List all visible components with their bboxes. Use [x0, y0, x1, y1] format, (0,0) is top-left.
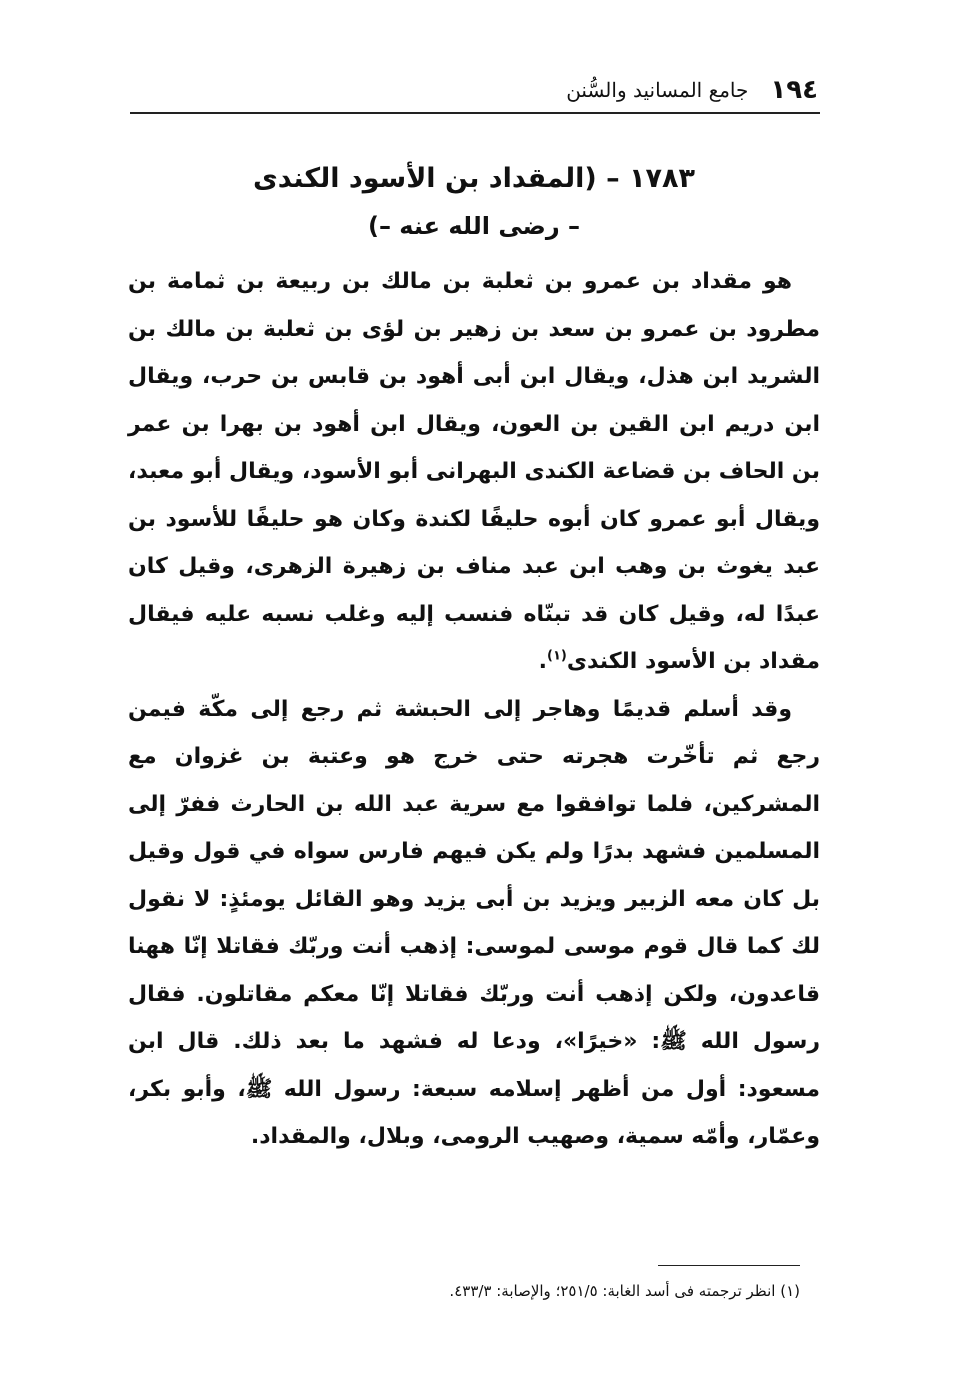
- header-rule: [130, 112, 820, 114]
- entry-title-line-1: ١٧٨٣ – (المقداد بن الأسود الكندى: [253, 163, 695, 194]
- entry-title-line-2: – رضى الله عنه –): [367, 212, 580, 240]
- paragraph-2-text: وقد أسلم قديمًا وهاجر إلى الحبشة ثم رجع إلى مكّة فيمن رجع ثم تأخّرت هجرته حتى خرج هو وعتبة بن غزوان مع المشركين، فلما توافقوا مع سرية عبد الله بن الحارث ففرّ إلى المسلمين فشهد بدرًا ولم يكن فيهم فارس سواه في قول وقيل بل كان معه الزبير ويزيد بن أبى يزيد وهو القائل يومئذٍ: لا نقول لك كما قال قوم موسى لموسى: إذهب أنت وربّك فقاتلا إنّا ههنا قاعدون، ولكن إذهب أنت وربّك فقاتلا إنّا معكم مقاتلون. فقال رسول الله ﷺ: «خيرًا»، ودعا له فشهد ما بعد ذلك. قال ابن مسعود: أول من أظهر إسلامه سبعة: رسول الله ﷺ، وأبو بكر، وعمّار، وأمّه سمية، وصهيب الرومى، وبلال، والمقداد.: [128, 696, 820, 1149]
- paragraph-1-text: هو مقداد بن عمرو بن ثعلبة بن مالك بن ربيعة بن ثمامة بن مطرود بن عمرو بن سعد بن زهير بن لؤى بن ثعلبة بن مالك بن الشريد ابن هذل، ويقال ابن أبى أهود بن قابس بن حرب، ويقال ابن دريم ابن القين بن العون، ويقال ابن أهود بن بهرا بن عمر بن الحاف بن قضاعة الكندى البهرانى أبو الأسود، ويقال أبو معبد، ويقال أبو عمرو كان أبوه حليفًا لكندة وكان هو حليفًا للأسود بن عبد يغوث بن وهب ابن عبد مناف بن زهيرة الزهرى، وقيل كان عبدًا له، وقيل كان قد تبنّاه فنسب إليه وغلب نسبه عليه فيقال مقداد بن الأسود الكندى: [128, 269, 820, 674]
- footnote-reference: (١): [547, 648, 567, 664]
- entry-heading: [130, 155, 818, 249]
- book-title: جامع المسانيد والسُّنن: [566, 78, 749, 102]
- page-number: ١٩٤: [770, 75, 818, 105]
- paragraph-1-end: .: [538, 649, 548, 674]
- paragraph-1: [128, 258, 820, 686]
- paragraph-2: [128, 686, 820, 1161]
- footnote-1: (١) انظر ترجمته فى أسد الغابة: ٢٥١/٥؛ والإصابة: ٤٣٣/٣.: [449, 1282, 800, 1300]
- body-text: [128, 258, 820, 1161]
- footnote-rule: [658, 1265, 800, 1266]
- running-header: [130, 72, 818, 108]
